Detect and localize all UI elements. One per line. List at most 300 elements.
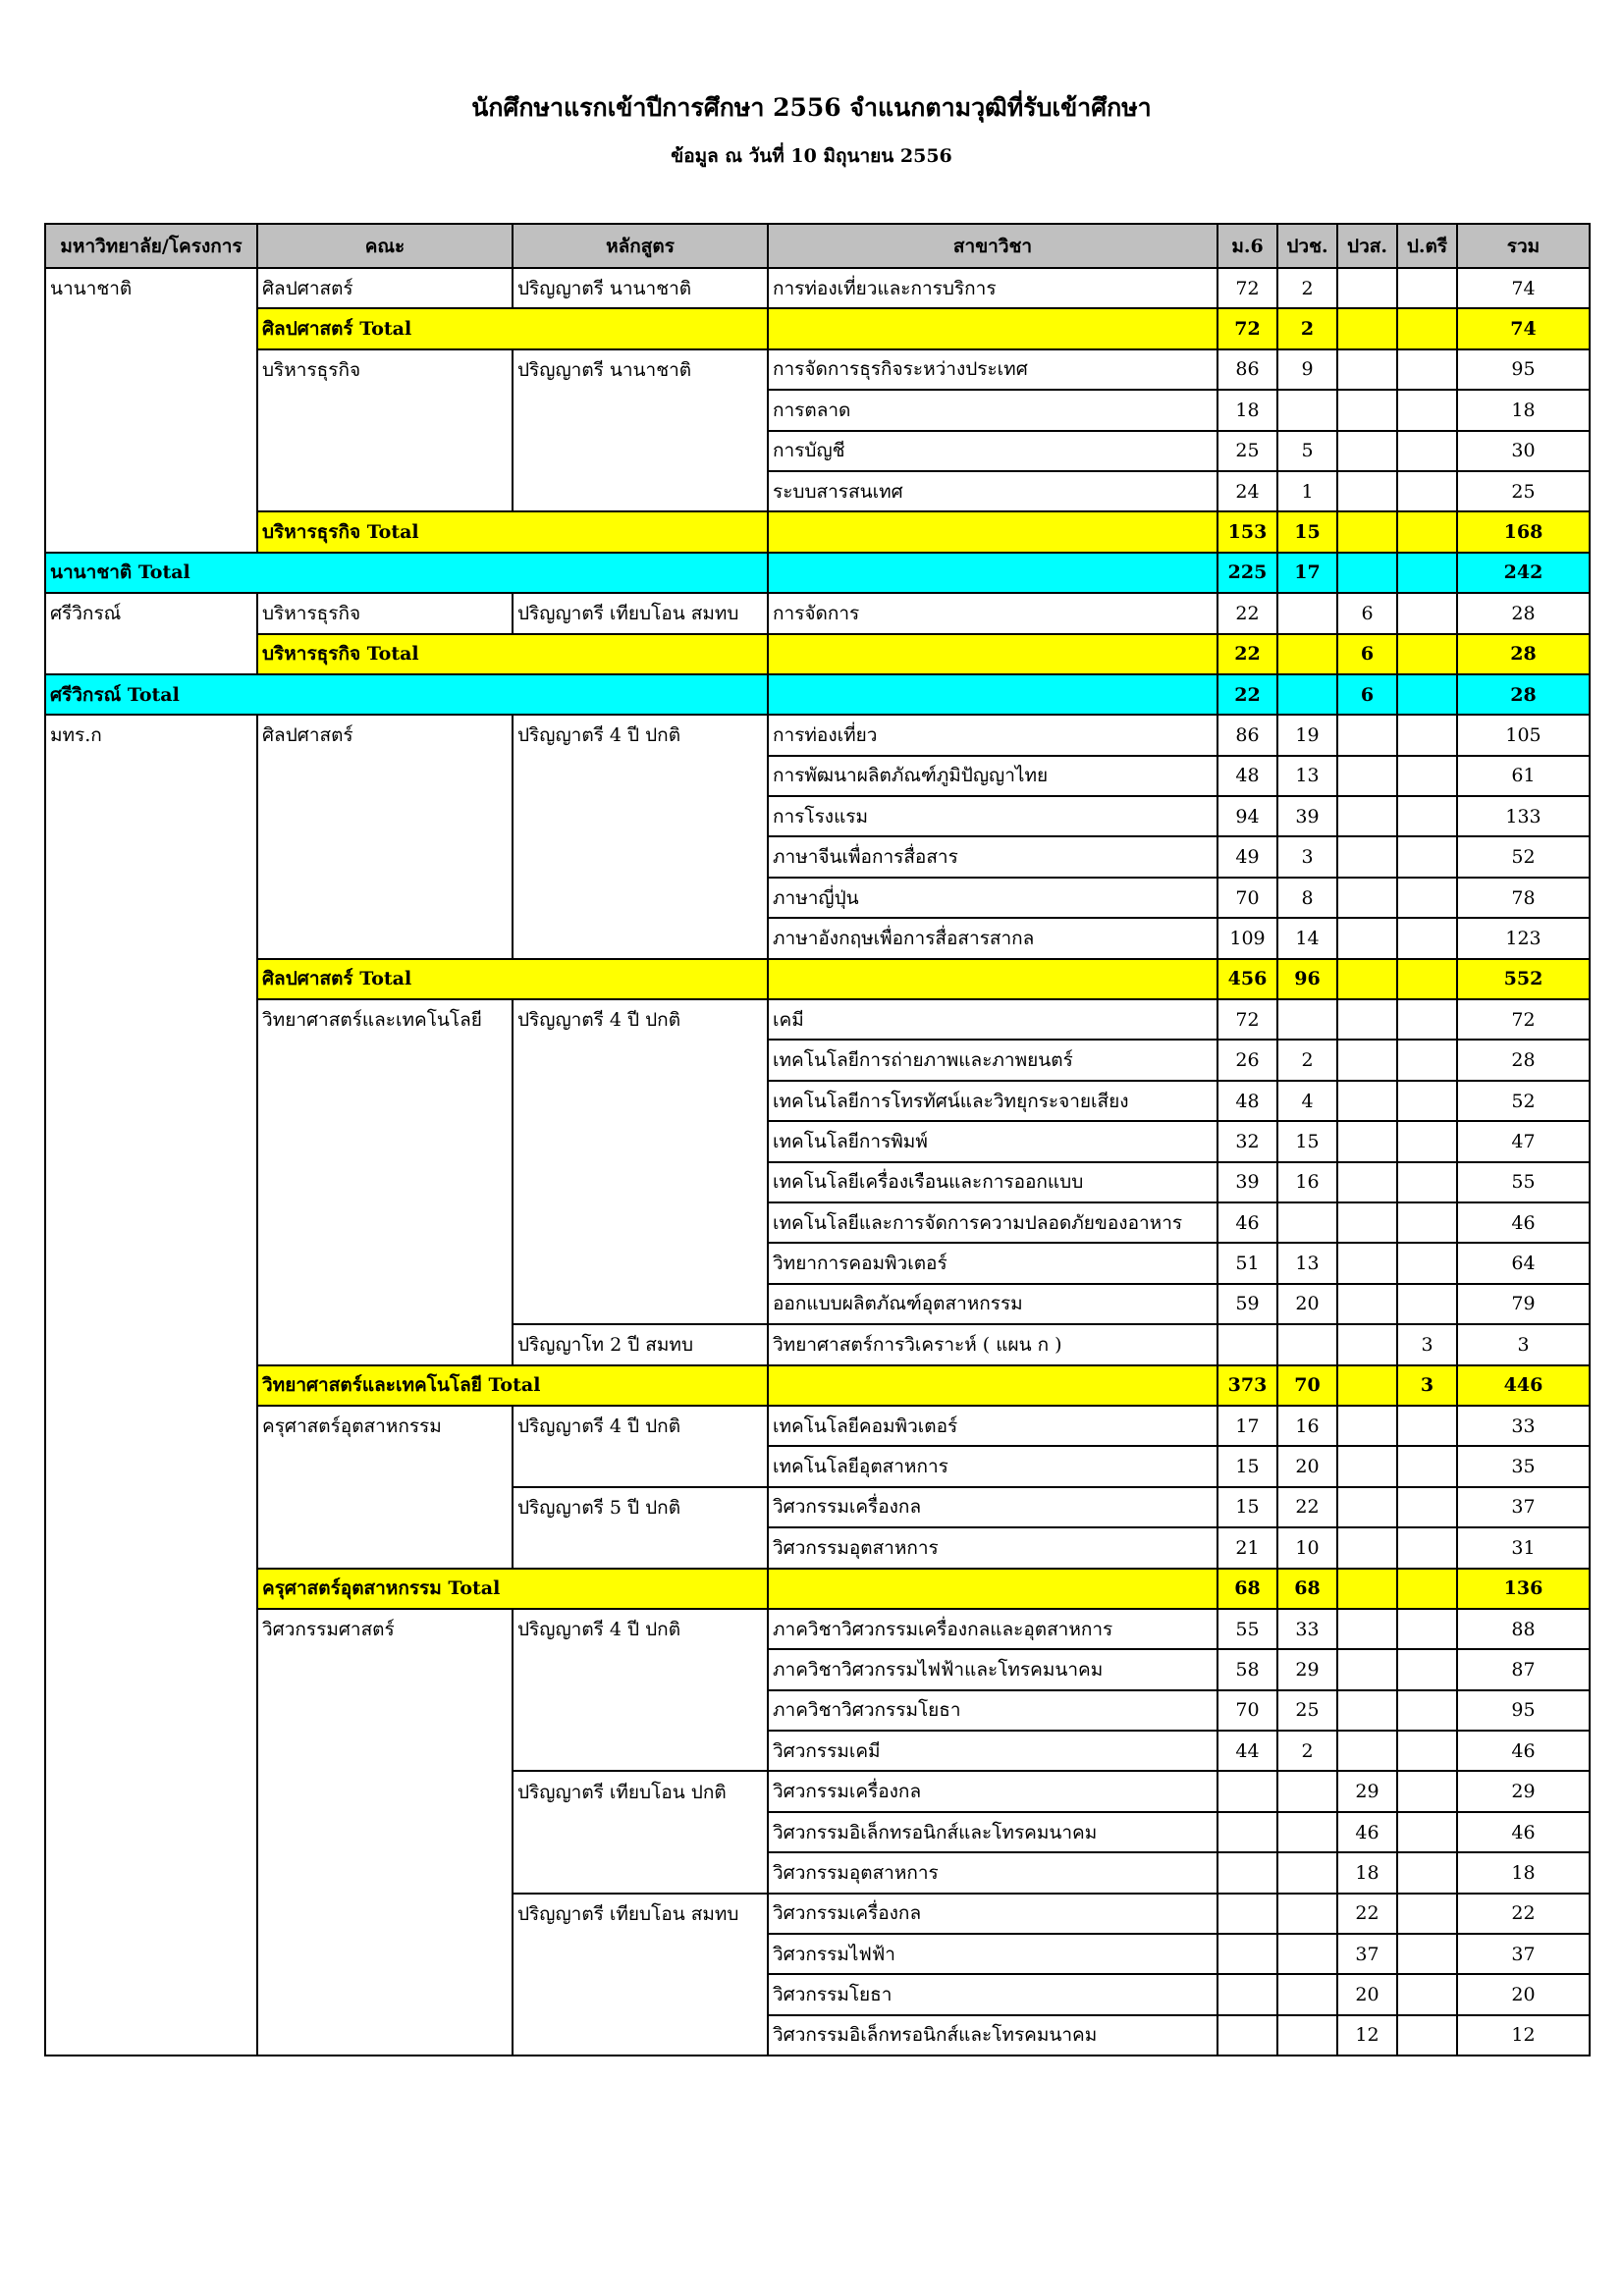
cell-pvs bbox=[1337, 390, 1397, 430]
cell-major bbox=[768, 1365, 1217, 1406]
cell-pvc: 5 bbox=[1277, 431, 1337, 471]
table-row bbox=[45, 1406, 1590, 1446]
cell-pvs bbox=[1337, 796, 1397, 836]
cell-program: ปริญญาโท 2 ปี สมทบ bbox=[513, 1324, 768, 1364]
header-university: มหาวิทยาลัย/โครงการ bbox=[45, 224, 257, 268]
table-row bbox=[45, 1121, 1590, 1161]
cell-total: 133 bbox=[1457, 796, 1590, 836]
cell-m6: 22 bbox=[1217, 593, 1277, 633]
table-header-row bbox=[45, 224, 1590, 268]
cell-university bbox=[45, 1894, 257, 1934]
cell-bach bbox=[1397, 836, 1457, 877]
cell-m6: 22 bbox=[1217, 674, 1277, 715]
cell-bach bbox=[1397, 1487, 1457, 1527]
cell-faculty bbox=[257, 878, 513, 918]
cell-faculty bbox=[257, 1812, 513, 1852]
cell-major bbox=[768, 1569, 1217, 1609]
cell-program bbox=[513, 1202, 768, 1243]
table-row bbox=[45, 349, 1590, 390]
cell-total: 30 bbox=[1457, 431, 1590, 471]
faculty-total-row bbox=[45, 634, 1590, 674]
cell-university bbox=[45, 1324, 257, 1364]
cell-major: วิศวกรรมอุตสาหการ bbox=[768, 1852, 1217, 1893]
cell-total: 95 bbox=[1457, 1690, 1590, 1731]
table-row bbox=[45, 756, 1590, 796]
cell-m6: 44 bbox=[1217, 1731, 1277, 1771]
cell-major bbox=[768, 634, 1217, 674]
cell-pvc: 20 bbox=[1277, 1284, 1337, 1324]
cell-total: 33 bbox=[1457, 1406, 1590, 1446]
university-total-row bbox=[45, 674, 1590, 715]
cell-m6: 55 bbox=[1217, 1609, 1277, 1649]
cell-major bbox=[768, 553, 1217, 593]
cell-program bbox=[513, 1162, 768, 1202]
cell-faculty bbox=[257, 918, 513, 958]
cell-pvc: 17 bbox=[1277, 553, 1337, 593]
cell-pvs bbox=[1337, 1121, 1397, 1161]
cell-m6 bbox=[1217, 1934, 1277, 1974]
cell-pvc bbox=[1277, 1934, 1337, 1974]
cell-university bbox=[45, 918, 257, 958]
cell-program bbox=[513, 1040, 768, 1080]
cell-pvs: 46 bbox=[1337, 1812, 1397, 1852]
table-row bbox=[45, 1852, 1590, 1893]
table-row bbox=[45, 1040, 1590, 1080]
cell-pvc bbox=[1277, 1894, 1337, 1934]
cell-total: 55 bbox=[1457, 1162, 1590, 1202]
university-total-label: ศรีวิกรณ์ Total bbox=[45, 674, 768, 715]
cell-pvs bbox=[1337, 1040, 1397, 1080]
cell-program bbox=[513, 2015, 768, 2056]
cell-bach bbox=[1397, 674, 1457, 715]
cell-bach bbox=[1397, 1609, 1457, 1649]
cell-pvs bbox=[1337, 999, 1397, 1040]
cell-bach bbox=[1397, 1243, 1457, 1283]
cell-university bbox=[45, 511, 257, 552]
cell-faculty bbox=[257, 1771, 513, 1811]
cell-pvc: 9 bbox=[1277, 349, 1337, 390]
cell-program bbox=[513, 836, 768, 877]
cell-faculty bbox=[257, 1243, 513, 1283]
cell-m6: 58 bbox=[1217, 1649, 1277, 1689]
cell-m6 bbox=[1217, 1324, 1277, 1364]
table-row bbox=[45, 1243, 1590, 1283]
table-row bbox=[45, 836, 1590, 877]
cell-pvc: 68 bbox=[1277, 1569, 1337, 1609]
table-row bbox=[45, 471, 1590, 511]
cell-pvs bbox=[1337, 1731, 1397, 1771]
cell-major bbox=[768, 308, 1217, 348]
cell-program: ปริญญาตรี 4 ปี ปกติ bbox=[513, 715, 768, 755]
cell-m6: 373 bbox=[1217, 1365, 1277, 1406]
table-row bbox=[45, 1081, 1590, 1121]
cell-pvs bbox=[1337, 308, 1397, 348]
cell-bach bbox=[1397, 511, 1457, 552]
cell-faculty bbox=[257, 1487, 513, 1527]
cell-university bbox=[45, 1649, 257, 1689]
cell-major: ระบบสารสนเทศ bbox=[768, 471, 1217, 511]
cell-pvc: 20 bbox=[1277, 1446, 1337, 1486]
cell-total: 105 bbox=[1457, 715, 1590, 755]
cell-pvc: 15 bbox=[1277, 511, 1337, 552]
cell-faculty bbox=[257, 1446, 513, 1486]
cell-faculty bbox=[257, 1162, 513, 1202]
cell-pvc bbox=[1277, 390, 1337, 430]
cell-total: 25 bbox=[1457, 471, 1590, 511]
cell-bach bbox=[1397, 878, 1457, 918]
cell-program bbox=[513, 1690, 768, 1731]
faculty-total-label: ศิลปศาสตร์ Total bbox=[257, 959, 768, 999]
cell-pvs bbox=[1337, 511, 1397, 552]
cell-pvc bbox=[1277, 2015, 1337, 2056]
cell-major: ภาควิชาวิศวกรรมโยธา bbox=[768, 1690, 1217, 1731]
cell-bach bbox=[1397, 1284, 1457, 1324]
faculty-total-row bbox=[45, 511, 1590, 552]
cell-pvs bbox=[1337, 1243, 1397, 1283]
cell-bach bbox=[1397, 1812, 1457, 1852]
cell-pvs bbox=[1337, 553, 1397, 593]
cell-program bbox=[513, 1934, 768, 1974]
cell-pvc: 2 bbox=[1277, 1731, 1337, 1771]
page-title: นักศึกษาแรกเข้าปีการศึกษา 2556 จำแนกตามวุฒิที่รับเข้าศึกษา bbox=[471, 93, 1152, 122]
cell-faculty: บริหารธุรกิจ bbox=[257, 349, 513, 390]
cell-major: การจัดการธุรกิจระหว่างประเทศ bbox=[768, 349, 1217, 390]
cell-total: 35 bbox=[1457, 1446, 1590, 1486]
cell-faculty bbox=[257, 2015, 513, 2056]
cell-bach bbox=[1397, 715, 1457, 755]
cell-pvc: 10 bbox=[1277, 1527, 1337, 1568]
cell-total: 37 bbox=[1457, 1487, 1590, 1527]
cell-pvc bbox=[1277, 593, 1337, 633]
cell-university bbox=[45, 1202, 257, 1243]
cell-pvc bbox=[1277, 1852, 1337, 1893]
cell-bach bbox=[1397, 1771, 1457, 1811]
table-row bbox=[45, 1812, 1590, 1852]
cell-university bbox=[45, 1934, 257, 1974]
cell-total: 446 bbox=[1457, 1365, 1590, 1406]
cell-program bbox=[513, 1974, 768, 2014]
cell-total: 12 bbox=[1457, 2015, 1590, 2056]
cell-program: ปริญญาตรี เทียบโอน สมทบ bbox=[513, 593, 768, 633]
cell-pvs bbox=[1337, 1202, 1397, 1243]
cell-total: 64 bbox=[1457, 1243, 1590, 1283]
cell-faculty bbox=[257, 390, 513, 430]
cell-program: ปริญญาตรี 4 ปี ปกติ bbox=[513, 999, 768, 1040]
cell-major: การบัญชี bbox=[768, 431, 1217, 471]
cell-university bbox=[45, 999, 257, 1040]
cell-pvc: 25 bbox=[1277, 1690, 1337, 1731]
cell-bach bbox=[1397, 268, 1457, 308]
cell-total: 88 bbox=[1457, 1609, 1590, 1649]
cell-total: 20 bbox=[1457, 1974, 1590, 2014]
cell-m6: 32 bbox=[1217, 1121, 1277, 1161]
cell-total: 28 bbox=[1457, 1040, 1590, 1080]
cell-faculty bbox=[257, 1040, 513, 1080]
table-row bbox=[45, 1284, 1590, 1324]
cell-pvs bbox=[1337, 1609, 1397, 1649]
cell-m6: 49 bbox=[1217, 836, 1277, 877]
cell-university bbox=[45, 1081, 257, 1121]
cell-pvs bbox=[1337, 1284, 1397, 1324]
cell-program bbox=[513, 1284, 768, 1324]
cell-pvc bbox=[1277, 634, 1337, 674]
cell-university bbox=[45, 1243, 257, 1283]
cell-pvs bbox=[1337, 471, 1397, 511]
cell-total: 46 bbox=[1457, 1202, 1590, 1243]
cell-program: ปริญญาตรี 4 ปี ปกติ bbox=[513, 1609, 768, 1649]
enrollment-table bbox=[44, 223, 1591, 2056]
cell-faculty bbox=[257, 1284, 513, 1324]
cell-faculty bbox=[257, 1649, 513, 1689]
cell-university bbox=[45, 2015, 257, 2056]
cell-total: 3 bbox=[1457, 1324, 1590, 1364]
cell-bach bbox=[1397, 756, 1457, 796]
cell-faculty: วิทยาศาสตร์และเทคโนโลยี bbox=[257, 999, 513, 1040]
cell-faculty: ศิลปศาสตร์ bbox=[257, 268, 513, 308]
cell-faculty bbox=[257, 1690, 513, 1731]
faculty-total-row bbox=[45, 308, 1590, 348]
header-pvs: ปวส. bbox=[1337, 224, 1397, 268]
cell-major: เทคโนโลยีการโทรทัศน์และวิทยุกระจายเสียง bbox=[768, 1081, 1217, 1121]
cell-faculty: ศิลปศาสตร์ bbox=[257, 715, 513, 755]
cell-m6: 18 bbox=[1217, 390, 1277, 430]
table-row bbox=[45, 1324, 1590, 1364]
table-row bbox=[45, 268, 1590, 308]
cell-major: การตลาด bbox=[768, 390, 1217, 430]
header-program: หลักสูตร bbox=[513, 224, 768, 268]
page-subtitle: ข้อมูล ณ วันที่ 10 มิถุนายน 2556 bbox=[671, 145, 952, 167]
cell-pvs: 37 bbox=[1337, 1934, 1397, 1974]
cell-university bbox=[45, 959, 257, 999]
cell-total: 74 bbox=[1457, 308, 1590, 348]
cell-faculty bbox=[257, 1852, 513, 1893]
cell-major: เทคโนโลยีการถ่ายภาพและภาพยนตร์ bbox=[768, 1040, 1217, 1080]
cell-program: ปริญญาตรี นานาชาติ bbox=[513, 268, 768, 308]
cell-faculty bbox=[257, 1324, 513, 1364]
header-pvc: ปวช. bbox=[1277, 224, 1337, 268]
table-row bbox=[45, 999, 1590, 1040]
faculty-total-label: วิทยาศาสตร์และเทคโนโลยี Total bbox=[257, 1365, 768, 1406]
cell-university: มทร.ก bbox=[45, 715, 257, 755]
cell-pvs bbox=[1337, 431, 1397, 471]
cell-bach bbox=[1397, 796, 1457, 836]
cell-university bbox=[45, 431, 257, 471]
cell-m6: 109 bbox=[1217, 918, 1277, 958]
cell-university bbox=[45, 1446, 257, 1486]
cell-program bbox=[513, 756, 768, 796]
cell-pvs bbox=[1337, 1324, 1397, 1364]
cell-pvs bbox=[1337, 349, 1397, 390]
cell-university bbox=[45, 1812, 257, 1852]
cell-major: ภาษาญี่ปุ่น bbox=[768, 878, 1217, 918]
table-row bbox=[45, 1609, 1590, 1649]
table-row bbox=[45, 1446, 1590, 1486]
cell-university bbox=[45, 1527, 257, 1568]
cell-total: 74 bbox=[1457, 268, 1590, 308]
cell-total: 52 bbox=[1457, 836, 1590, 877]
cell-total: 47 bbox=[1457, 1121, 1590, 1161]
faculty-total-row bbox=[45, 1569, 1590, 1609]
cell-program bbox=[513, 1081, 768, 1121]
cell-bach bbox=[1397, 349, 1457, 390]
cell-m6: 59 bbox=[1217, 1284, 1277, 1324]
cell-m6: 21 bbox=[1217, 1527, 1277, 1568]
cell-major: วิศวกรรมเครื่องกล bbox=[768, 1487, 1217, 1527]
cell-major: ออกแบบผลิตภัณฑ์อุตสาหกรรม bbox=[768, 1284, 1217, 1324]
cell-bach bbox=[1397, 1202, 1457, 1243]
cell-m6: 39 bbox=[1217, 1162, 1277, 1202]
cell-university bbox=[45, 1365, 257, 1406]
cell-m6: 68 bbox=[1217, 1569, 1277, 1609]
cell-pvs bbox=[1337, 1690, 1397, 1731]
cell-pvc: 39 bbox=[1277, 796, 1337, 836]
table-row bbox=[45, 1202, 1590, 1243]
faculty-total-label: บริหารธุรกิจ Total bbox=[257, 634, 768, 674]
cell-bach bbox=[1397, 1406, 1457, 1446]
cell-bach bbox=[1397, 431, 1457, 471]
table-row bbox=[45, 1934, 1590, 1974]
cell-m6 bbox=[1217, 1894, 1277, 1934]
cell-bach bbox=[1397, 1690, 1457, 1731]
cell-university bbox=[45, 1569, 257, 1609]
cell-university bbox=[45, 836, 257, 877]
cell-pvc bbox=[1277, 1202, 1337, 1243]
cell-faculty bbox=[257, 796, 513, 836]
table-body bbox=[45, 268, 1590, 2056]
cell-major: ภาษาจีนเพื่อการสื่อสาร bbox=[768, 836, 1217, 877]
cell-major bbox=[768, 511, 1217, 552]
cell-pvs bbox=[1337, 1527, 1397, 1568]
cell-faculty: ครุศาสตร์อุตสาหกรรม bbox=[257, 1406, 513, 1446]
cell-pvs: 18 bbox=[1337, 1852, 1397, 1893]
cell-pvs bbox=[1337, 836, 1397, 877]
cell-program bbox=[513, 471, 768, 511]
cell-pvs bbox=[1337, 1162, 1397, 1202]
cell-total: 31 bbox=[1457, 1527, 1590, 1568]
cell-bach bbox=[1397, 1040, 1457, 1080]
table-row bbox=[45, 878, 1590, 918]
cell-m6: 17 bbox=[1217, 1406, 1277, 1446]
cell-pvs bbox=[1337, 715, 1397, 755]
cell-faculty bbox=[257, 756, 513, 796]
cell-major: เทคโนโลยีเครื่องเรือนและการออกแบบ bbox=[768, 1162, 1217, 1202]
cell-m6: 26 bbox=[1217, 1040, 1277, 1080]
cell-program bbox=[513, 878, 768, 918]
cell-bach bbox=[1397, 634, 1457, 674]
cell-pvc: 16 bbox=[1277, 1162, 1337, 1202]
cell-faculty bbox=[257, 1974, 513, 2014]
cell-university bbox=[45, 1731, 257, 1771]
cell-pvc: 29 bbox=[1277, 1649, 1337, 1689]
cell-total: 28 bbox=[1457, 674, 1590, 715]
faculty-total-label: ศิลปศาสตร์ Total bbox=[257, 308, 768, 348]
cell-pvs bbox=[1337, 1569, 1397, 1609]
table-row bbox=[45, 1487, 1590, 1527]
cell-pvc bbox=[1277, 1324, 1337, 1364]
cell-total: 72 bbox=[1457, 999, 1590, 1040]
cell-major: การท่องเที่ยว bbox=[768, 715, 1217, 755]
cell-bach bbox=[1397, 918, 1457, 958]
cell-program: ปริญญาตรี 5 ปี ปกติ bbox=[513, 1487, 768, 1527]
cell-bach bbox=[1397, 959, 1457, 999]
cell-bach bbox=[1397, 1649, 1457, 1689]
cell-pvs: 6 bbox=[1337, 593, 1397, 633]
cell-total: 29 bbox=[1457, 1771, 1590, 1811]
table-row bbox=[45, 1690, 1590, 1731]
cell-m6: 225 bbox=[1217, 553, 1277, 593]
cell-major bbox=[768, 674, 1217, 715]
cell-program: ปริญญาตรี นานาชาติ bbox=[513, 349, 768, 390]
cell-bach bbox=[1397, 1974, 1457, 2014]
cell-major: วิศวกรรมเครื่องกล bbox=[768, 1894, 1217, 1934]
cell-pvc bbox=[1277, 999, 1337, 1040]
table-row bbox=[45, 1894, 1590, 1934]
cell-faculty bbox=[257, 1527, 513, 1568]
cell-faculty bbox=[257, 1121, 513, 1161]
cell-university bbox=[45, 1690, 257, 1731]
header-m6: ม.6 bbox=[1217, 224, 1277, 268]
cell-m6: 48 bbox=[1217, 756, 1277, 796]
cell-m6: 456 bbox=[1217, 959, 1277, 999]
cell-major: วิศวกรรมเคมี bbox=[768, 1731, 1217, 1771]
cell-total: 123 bbox=[1457, 918, 1590, 958]
cell-m6: 70 bbox=[1217, 1690, 1277, 1731]
cell-major: วิทยาศาสตร์การวิเคราะห์ ( แผน ก ) bbox=[768, 1324, 1217, 1364]
cell-major: วิศวกรรมอิเล็กทรอนิกส์และโทรคมนาคม bbox=[768, 2015, 1217, 2056]
cell-major: วิศวกรรมอิเล็กทรอนิกส์และโทรคมนาคม bbox=[768, 1812, 1217, 1852]
table-row bbox=[45, 918, 1590, 958]
cell-m6: 46 bbox=[1217, 1202, 1277, 1243]
cell-bach bbox=[1397, 999, 1457, 1040]
cell-total: 46 bbox=[1457, 1731, 1590, 1771]
cell-m6 bbox=[1217, 1812, 1277, 1852]
cell-pvs bbox=[1337, 268, 1397, 308]
cell-m6: 70 bbox=[1217, 878, 1277, 918]
cell-total: 95 bbox=[1457, 349, 1590, 390]
cell-bach bbox=[1397, 593, 1457, 633]
cell-pvc: 33 bbox=[1277, 1609, 1337, 1649]
cell-bach bbox=[1397, 1162, 1457, 1202]
cell-total: 46 bbox=[1457, 1812, 1590, 1852]
cell-bach bbox=[1397, 471, 1457, 511]
cell-total: 168 bbox=[1457, 511, 1590, 552]
cell-university: ศรีวิกรณ์ bbox=[45, 593, 257, 633]
cell-bach bbox=[1397, 1527, 1457, 1568]
table-row bbox=[45, 593, 1590, 633]
cell-bach bbox=[1397, 1894, 1457, 1934]
cell-major: เคมี bbox=[768, 999, 1217, 1040]
cell-bach bbox=[1397, 308, 1457, 348]
cell-university bbox=[45, 756, 257, 796]
cell-pvc: 2 bbox=[1277, 1040, 1337, 1080]
cell-bach bbox=[1397, 553, 1457, 593]
cell-program bbox=[513, 431, 768, 471]
cell-bach: 3 bbox=[1397, 1365, 1457, 1406]
university-total-label: นานาชาติ Total bbox=[45, 553, 768, 593]
cell-pvc: 22 bbox=[1277, 1487, 1337, 1527]
cell-total: 28 bbox=[1457, 634, 1590, 674]
cell-pvc: 96 bbox=[1277, 959, 1337, 999]
cell-m6: 86 bbox=[1217, 349, 1277, 390]
cell-m6: 51 bbox=[1217, 1243, 1277, 1283]
cell-major: การจัดการ bbox=[768, 593, 1217, 633]
faculty-total-label: บริหารธุรกิจ Total bbox=[257, 511, 768, 552]
cell-major: วิทยาการคอมพิวเตอร์ bbox=[768, 1243, 1217, 1283]
cell-bach bbox=[1397, 1081, 1457, 1121]
cell-program bbox=[513, 796, 768, 836]
cell-major: การท่องเที่ยวและการบริการ bbox=[768, 268, 1217, 308]
cell-bach bbox=[1397, 2015, 1457, 2056]
